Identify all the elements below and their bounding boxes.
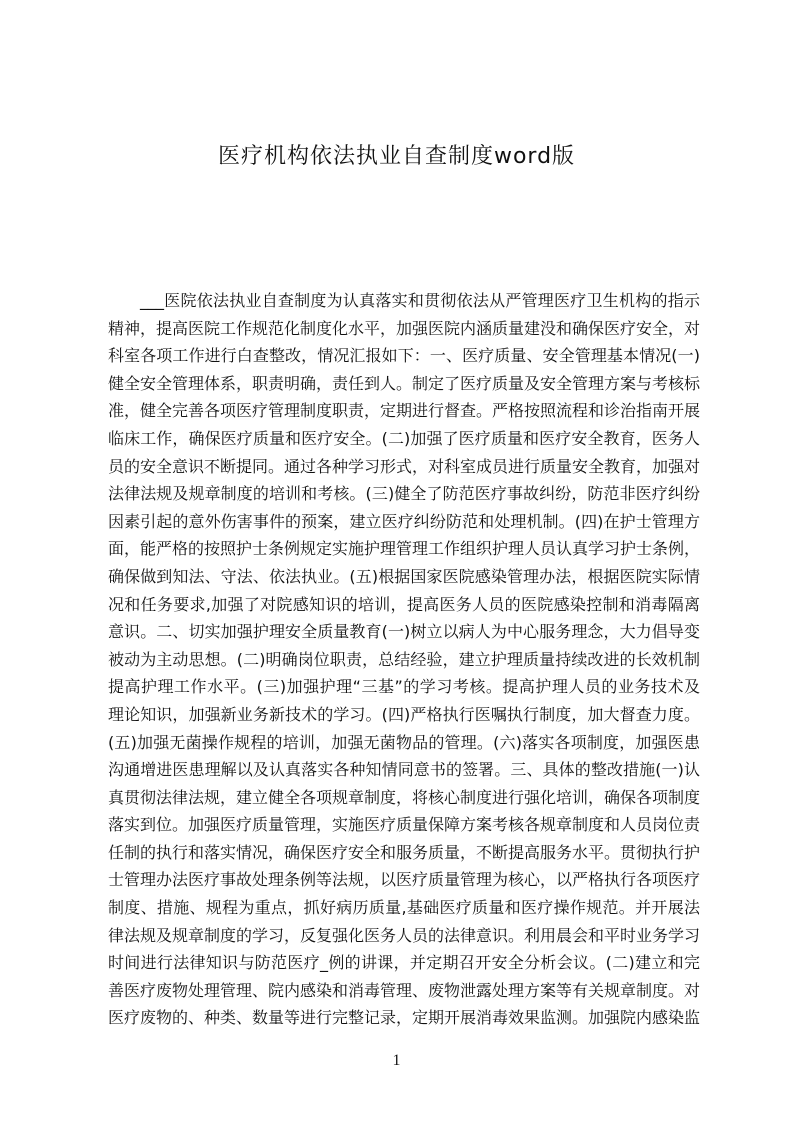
body-text-line: 面，能严格的按照护士条例规定实施护理管理工作组织护理人员认真学习护士条例， (108, 539, 700, 559)
body-text-line: 准，健全完善各项医疗管理制度职责，定期进行督查。严格按照流程和诊治指南开展 (108, 401, 700, 421)
body-text-line: 士管理办法医疗事故处理条例等法规，以医疗质量管理为核心，以严格执行各项医疗 (108, 870, 700, 890)
body-text-line: 律法规及规章制度的学习，反复强化医务人员的法律意识。利用晨会和平时业务学习 (108, 925, 700, 945)
body-text-line: 健全安全管理体系，职责明确，责任到人。制定了医疗质量及安全管理方案与考核标 (108, 373, 700, 393)
body-text-line: 善医疗废物处理管理、院内感染和消毒管理、废物泄露处理方案等有关规章制度。对 (108, 980, 700, 1000)
body-text-line: 意识。二、切实加强护理安全质量教育(一)树立以病人为中心服务理念，大力倡导变 (108, 622, 700, 642)
body-text-line: 任制的执行和落实情况，确保医疗安全和服务质量，不断提高服务水平。贯彻执行护 (108, 842, 700, 862)
document-body (108, 287, 700, 1032)
body-text-line: 制度、措施、规程为重点，抓好病历质量,基础医疗质量和医疗操作规范。并开展法 (108, 898, 700, 918)
body-text-line: 真贯彻法律法规，建立健全各项规章制度，将核心制度进行强化培训，确保各项制度 (108, 787, 700, 807)
body-text-line: 法律法规及规章制度的培训和考核。(三)健全了防范医疗事故纠纷，防范非医疗纠纷 (108, 484, 700, 504)
body-text-line: 因素引起的意外伤害事件的预案，建立医疗纠纷防范和处理机制。(四)在护士管理方 (108, 511, 700, 531)
body-text-line: (五)加强无菌操作规程的培训，加强无菌物品的管理。(六)落实各项制度，加强医患 (108, 732, 700, 752)
body-text-line: 医疗废物的、种类、数量等进行完整记录，定期开展消毒效果监测。加强院内感染监 (108, 1008, 700, 1028)
body-text-line: 确保做到知法、守法、依法执业。(五)根据国家医院感染管理办法，根据医院实际情 (108, 566, 700, 586)
page-number: 1 (392, 1052, 401, 1069)
body-text-line: 科室各项工作进行白查整改，情况汇报如下：一、医疗质量、安全管理基本情况(一) (108, 346, 700, 366)
body-text-line: 被动为主动思想。(二)明确岗位职责，总结经验，建立护理质量持续改进的长效机制 (108, 649, 700, 669)
body-text-line: ___医院依法执业自查制度为认真落实和贯彻依法从严管理医疗卫生机构的指示 (140, 291, 700, 310)
body-text-line: 沟通增进医患理解以及认真落实各种知情同意书的签署。三、具体的整改措施(一)认 (108, 760, 700, 780)
body-text-line: 临床工作，确保医疗质量和医疗安全。(二)加强了医疗质量和医疗安全教育，医务人 (108, 428, 700, 448)
body-text-line: 精神，提高医院工作规范化制度化水平，加强医院内涵质量建没和确保医疗安全，对 (108, 318, 700, 338)
document-title: 医疗机构依法执业自查制度word版 (217, 144, 576, 169)
body-text-line: 况和任务要求,加强了对院感知识的培训，提高医务人员的医院感染控制和消毒隔离 (108, 594, 700, 614)
body-text-line: 员的安全意识不断提同。通过各种学习形式，对科室成员进行质量安全教育，加强对 (108, 456, 700, 476)
body-text-line: 时间进行法律知识与防范医疗_例的讲课，并定期召开安全分析会议。(二)建立和完 (108, 953, 700, 973)
body-text-line: 提高护理工作水平。(三)加强护理“三基”的学习考核。提高护理人员的业务技术及 (108, 677, 700, 697)
body-text-line: 理论知识，加强新业务新技术的学习。(四)严格执行医嘱执行制度，加大督查力度。 (108, 704, 700, 724)
body-text-line: 落实到位。加强医疗质量管理，实施医疗质量保障方案考核各规章制度和人员岗位责 (108, 815, 700, 835)
